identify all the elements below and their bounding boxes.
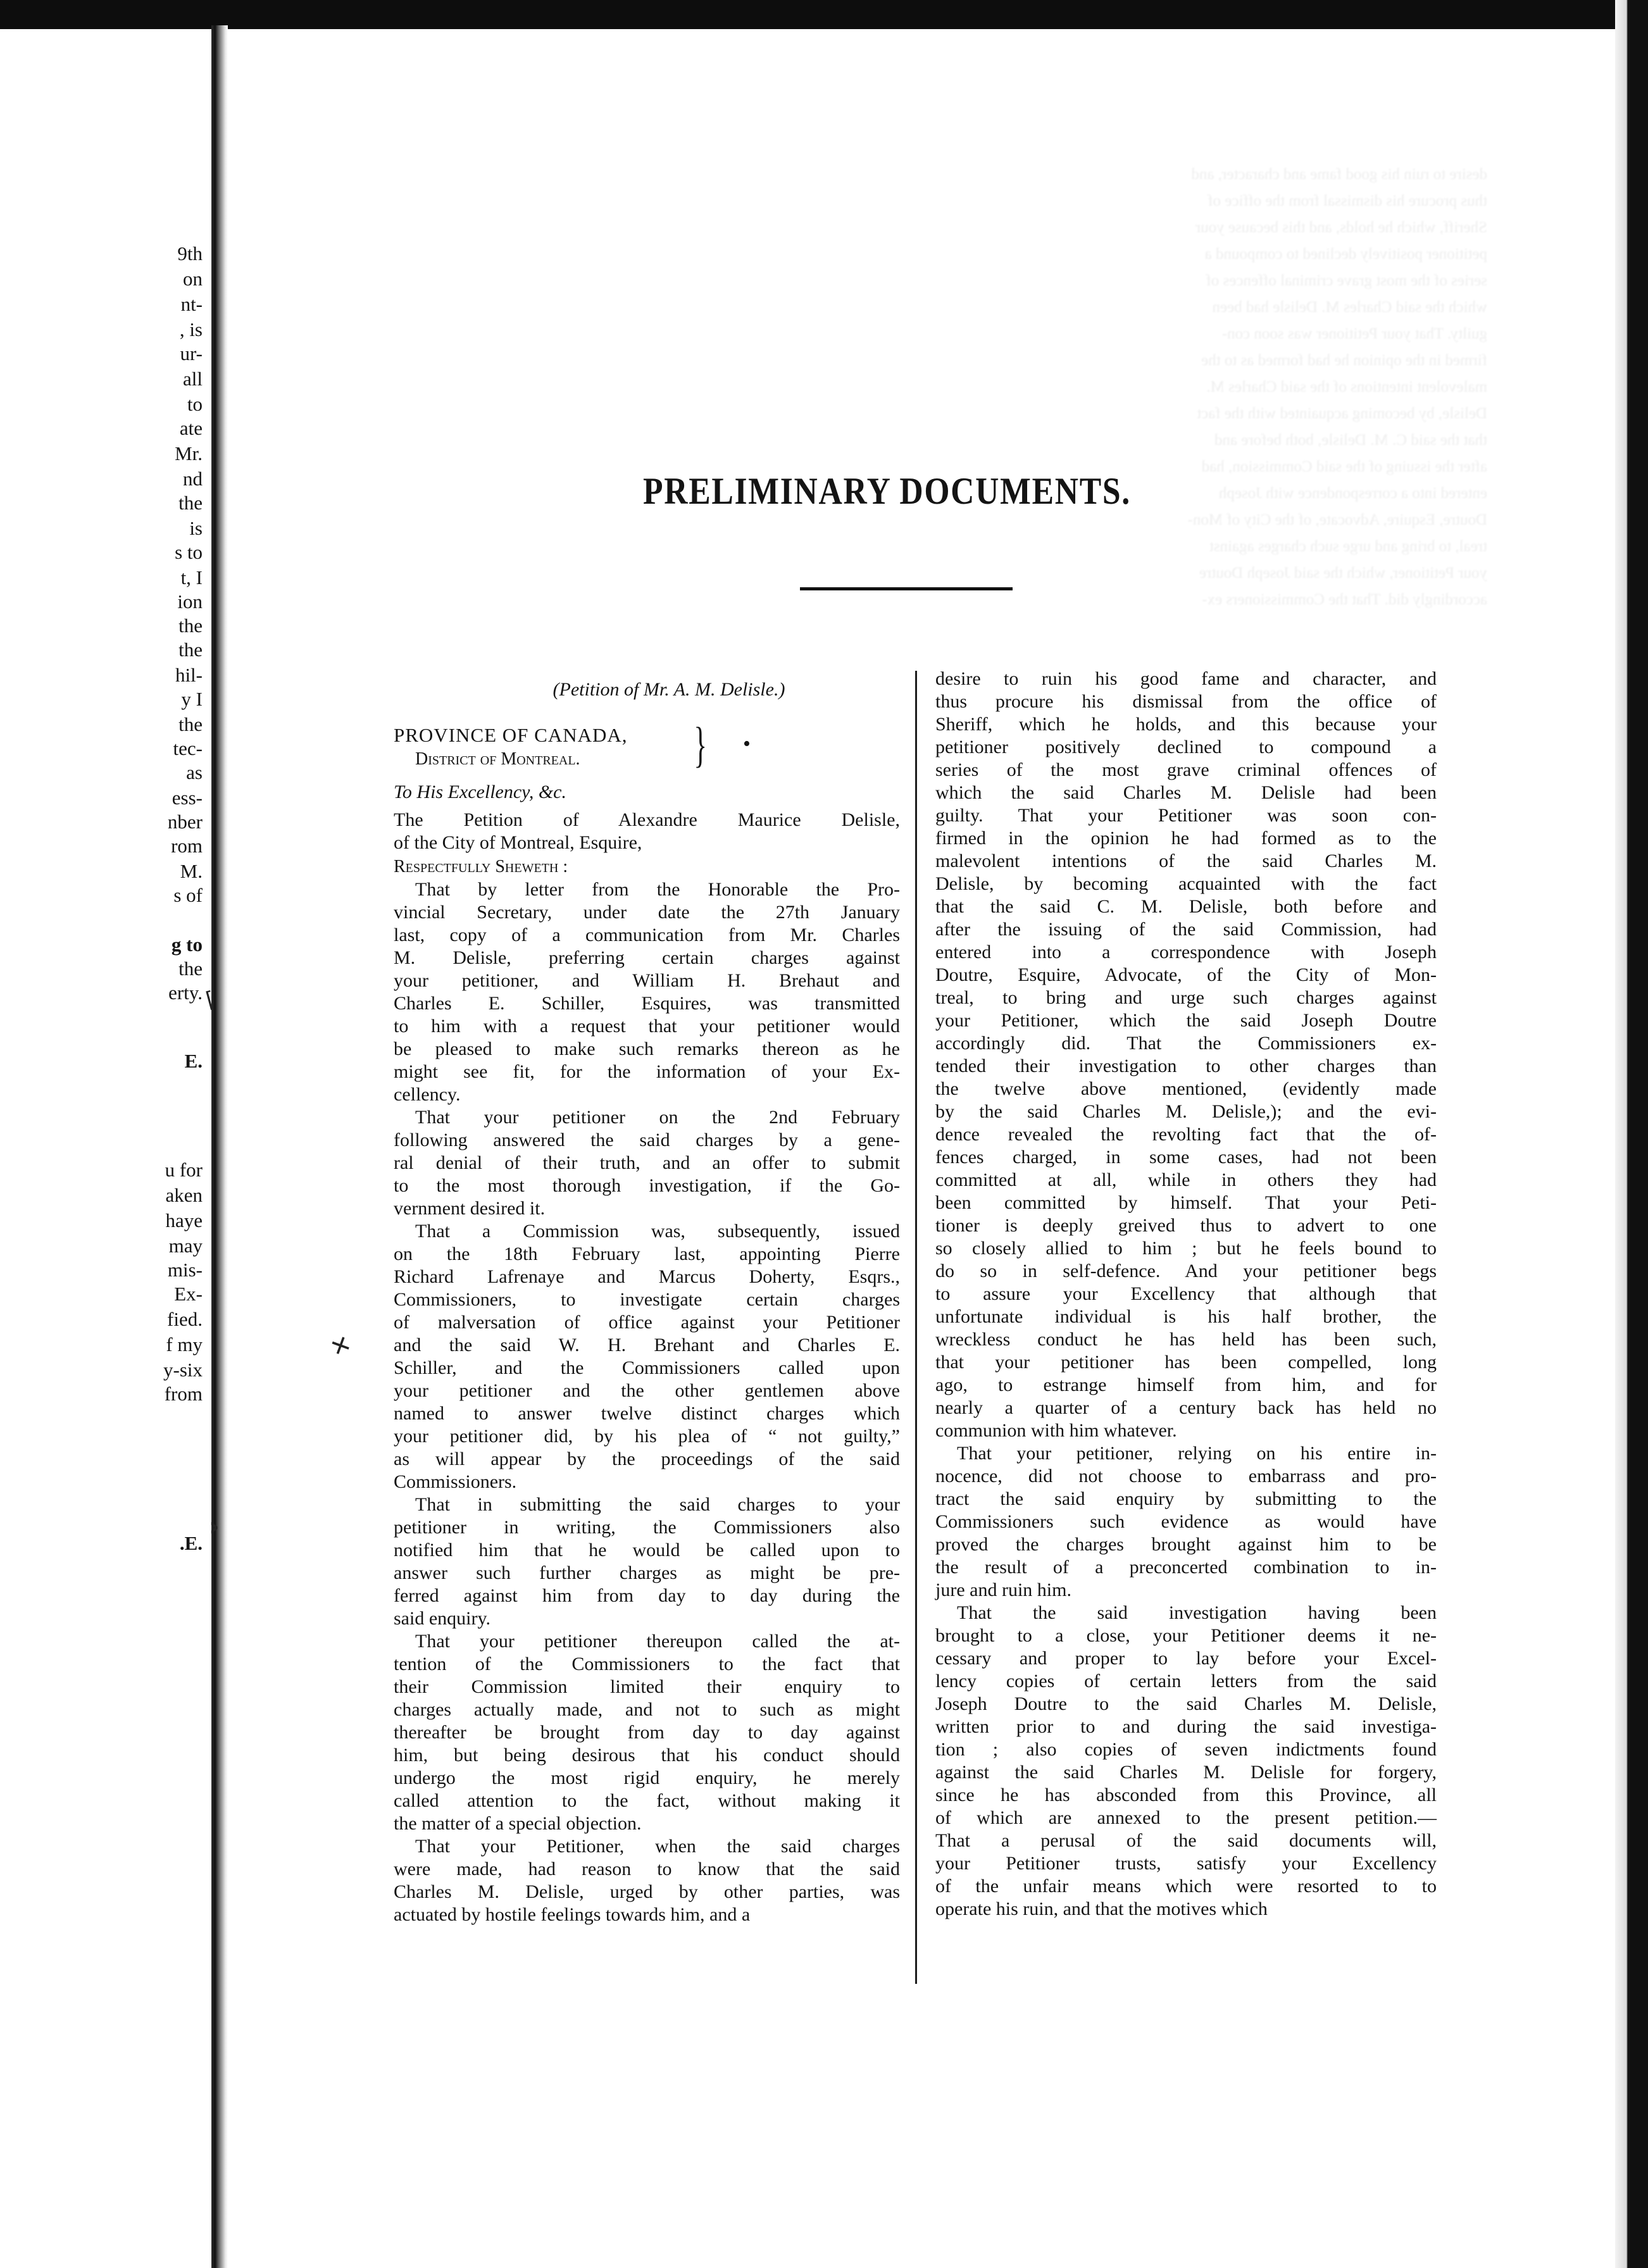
text-line: Joseph Doutre to the said Charles M. Delisle, — [935, 1693, 1437, 1714]
margin-fragment: E. — [184, 1050, 203, 1072]
text-line: named to answer twelve distinct charges which — [394, 1403, 900, 1424]
text-line: him, but being desirous that his conduct should — [394, 1745, 900, 1766]
right-column — [935, 668, 1437, 1921]
bleed-line: series of the most grave criminal offences of — [1206, 272, 1487, 289]
text-line: proved the charges brought against him to be — [935, 1534, 1437, 1555]
bleed-line: Doutre, Esquire, Advocate, of the City of Mon- — [1187, 511, 1487, 528]
text-line: That a Commission was, subsequently, issued — [415, 1221, 900, 1242]
text-line: which the said Charles M. Delisle had been — [935, 782, 1437, 803]
text-line: to assure your Excellency that although that — [935, 1283, 1437, 1304]
district-name: District of Montreal. — [415, 749, 580, 769]
text-line: That by letter from the Honorable the Pro- — [415, 879, 900, 900]
text-line: of malversation of office against your Petitioner — [394, 1312, 900, 1333]
margin-fragment: s to — [175, 541, 203, 563]
text-line: That your petitioner on the 2nd February — [415, 1107, 900, 1128]
margin-fragment: from — [164, 1383, 203, 1405]
bleed-line: petitioner positively declined to compound a — [1204, 246, 1487, 263]
text-line: That in submitting the said charges to your — [415, 1494, 900, 1515]
margin-fragment: the — [178, 614, 203, 637]
text-line: your petitioner did, by his plea of “ not guilty,” — [394, 1426, 900, 1447]
text-line: malevolent intentions of the said Charles M. — [935, 850, 1437, 871]
margin-fragment: all — [183, 368, 203, 390]
margin-fragment: ess- — [172, 787, 203, 809]
text-line: of the unfair means which were resorted to to — [935, 1876, 1437, 1897]
text-line: answer such further charges as might be pre- — [394, 1562, 900, 1583]
text-line: cellency. — [394, 1084, 461, 1105]
text-line: tioner is deeply greived thus to advert to one — [935, 1215, 1437, 1236]
bleed-line: Delisle, by becoming acquainted with the fact — [1197, 405, 1487, 422]
margin-fragment: g to — [171, 933, 203, 956]
text-line: cessary and proper to lay before your Excel- — [935, 1648, 1437, 1669]
text-line: thus procure his dismissal from the office of — [935, 691, 1437, 712]
paragraph — [935, 668, 1437, 1442]
text-line: Richard Lafrenaye and Marcus Doherty, Esqrs., — [394, 1266, 900, 1287]
margin-fragment: y I — [181, 688, 203, 710]
text-line: treal, to bring and urge such charges against — [935, 987, 1437, 1008]
text-line: ago, to estrange himself from him, and for — [935, 1374, 1437, 1395]
margin-fragment: the — [178, 639, 203, 661]
text-line: That the said investigation having been — [957, 1602, 1437, 1623]
margin-fragment: M. — [180, 860, 203, 882]
paragraph — [394, 878, 900, 1106]
text-line: against the said Charles M. Delisle for forgery, — [935, 1762, 1437, 1783]
text-line: last, copy of a communication from Mr. Charles — [394, 925, 900, 945]
text-line: to him with a request that your petitioner would — [394, 1016, 900, 1037]
left-paragraphs — [394, 878, 900, 1926]
text-line: entered into a correspondence with Joseph — [935, 942, 1437, 963]
text-line: desire to ruin his good fame and character, and — [935, 668, 1437, 689]
margin-fragment: f my — [166, 1333, 203, 1355]
text-line: nearly a quarter of a century back has held no — [935, 1397, 1437, 1418]
text-line: actuated by hostile feelings towards him, and a — [394, 1904, 751, 1925]
margin-fragment: is — [189, 517, 203, 539]
paragraph — [394, 1106, 900, 1220]
left-page-margin — [0, 0, 209, 2268]
text-line: Commissioners, to investigate certain charges — [394, 1289, 900, 1310]
bleed-line: which the said Charles M. Delisle had been — [1212, 299, 1487, 316]
salutation: To His Excellency, &c. — [394, 782, 566, 802]
margin-fragment: y-six — [163, 1359, 203, 1381]
text-line: so closely allied to him ; but he feels bound to — [935, 1238, 1437, 1259]
text-line: That a perusal of the said documents will, — [935, 1830, 1437, 1851]
text-line: petitioner in writing, the Commissioners also — [394, 1517, 900, 1538]
text-line: might see fit, for the information of your Ex- — [394, 1061, 900, 1082]
margin-fragment: t, I — [180, 566, 203, 589]
province-name: PROVINCE OF CANADA, — [394, 724, 628, 746]
text-line: fences charged, in some cases, had not been — [935, 1147, 1437, 1168]
bleed-line: entered into a correspondence with Joseph — [1218, 485, 1487, 502]
province-heading — [394, 717, 900, 773]
text-line: firmed in the opinion he had formed as to the — [935, 828, 1437, 849]
margin-mark-hook: ⌈ — [203, 986, 218, 1014]
margin-fragment: rom — [171, 835, 203, 857]
text-line: communion with him whatever. — [935, 1420, 1177, 1441]
paragraph — [394, 1835, 900, 1926]
margin-fragment: s of — [173, 884, 203, 906]
column-divider — [915, 671, 917, 1984]
text-line: Commissioners. — [394, 1471, 517, 1492]
text-line: ferred against him from day to day during the — [394, 1585, 900, 1606]
text-line: vernment desired it. — [394, 1198, 546, 1219]
paragraph — [394, 1630, 900, 1835]
right-paragraphs — [935, 668, 1437, 1921]
margin-fragment: haye — [165, 1209, 203, 1231]
page-title: PRELIMINARY DOCUMENTS. — [643, 470, 1131, 512]
title-rule — [800, 587, 1013, 590]
text-line: unfortunate individual is his half brother, the — [935, 1306, 1437, 1327]
bleed-line: firmed in the opinion he had formed as to the — [1201, 352, 1487, 369]
margin-fragment: ion — [177, 590, 203, 613]
text-line: that your petitioner has been compelled, long — [935, 1352, 1437, 1373]
text-line: the result of a preconcerted combination to in- — [935, 1557, 1437, 1578]
text-line: after the issuing of the said Commission, had — [935, 919, 1437, 940]
bleed-line: desire to ruin his good fame and character, and — [1191, 166, 1487, 183]
paragraph — [394, 1220, 900, 1493]
text-line: vincial Secretary, under date the 27th January — [394, 902, 900, 923]
margin-fragment: tec- — [173, 737, 203, 759]
text-line: series of the most grave criminal offences of — [935, 759, 1437, 780]
margin-fragment: Mr. — [175, 442, 203, 464]
margin-fragment: , is — [179, 318, 203, 340]
margin-fragment: to — [187, 393, 203, 415]
text-line: on the 18th February last, appointing Pierre — [394, 1243, 900, 1264]
margin-fragment: aken — [165, 1184, 203, 1206]
text-line: That your petitioner thereupon called the at- — [415, 1631, 900, 1652]
text-line: accordingly did. That the Commissioners ex- — [935, 1033, 1437, 1054]
paragraph — [394, 1493, 900, 1630]
left-column — [394, 668, 900, 1926]
margin-fragment: hil- — [175, 664, 203, 686]
text-line: the matter of a special objection. — [394, 1813, 642, 1834]
reverse-page-bleed-through — [816, 161, 1487, 617]
bleed-line: guilty. That your Petitioner was soon con- — [1221, 325, 1487, 342]
text-line: tention of the Commissioners to the fact that — [394, 1654, 900, 1674]
margin-fragment: mis- — [167, 1259, 203, 1281]
text-line: Charles M. Delisle, urged by other parties, was — [394, 1881, 900, 1902]
text-line: Charles E. Schiller, Esquires, was transmitted — [394, 993, 900, 1014]
bleed-line: treal, to bring and urge such charges against — [1209, 538, 1487, 555]
text-line: brought to a close, your Petitioner deems it ne- — [935, 1625, 1437, 1646]
text-line: guilty. That your Petitioner was soon con- — [935, 805, 1437, 826]
scan-top-edge — [0, 0, 1648, 29]
text-line: be pleased to make such remarks thereon as he — [394, 1038, 900, 1059]
petition-caption: (Petition of Mr. A. M. Delisle.) — [552, 679, 785, 700]
bleed-line: after the issuing of the said Commission, had — [1201, 458, 1487, 475]
text-line: dence revealed the revolting fact that the of- — [935, 1124, 1437, 1145]
text-line: your petitioner and the other gentlemen above — [394, 1380, 900, 1401]
text-line: the twelve above mentioned, (evidently made — [935, 1078, 1437, 1099]
text-line: Sheriff, which he holds, and this because your — [935, 714, 1437, 735]
text-line: their Commission limited their enquiry to — [394, 1676, 900, 1697]
text-line: operate his ruin, and that the motives which — [935, 1898, 1268, 1919]
text-line: ral denial of their truth, and an offer to submit — [394, 1152, 900, 1173]
text-line: that the said C. M. Delisle, both before and — [935, 896, 1437, 917]
bleed-line: thus procure his dismissal from the office of — [1208, 192, 1487, 209]
margin-fragment: .E. — [179, 1532, 203, 1554]
margin-fragment: ate — [179, 417, 203, 439]
margin-fragment: may — [168, 1235, 203, 1257]
text-line: Commissioners such evidence as would have — [935, 1511, 1437, 1532]
text-line: to the most thorough investigation, if the Go- — [394, 1175, 900, 1196]
text-line: committed at all, while in others they had — [935, 1169, 1437, 1190]
text-line: jure and ruin him. — [935, 1580, 1071, 1600]
margin-fragment: as — [186, 761, 203, 783]
text-line: by the said Charles M. Delisle,); and the evi- — [935, 1101, 1437, 1122]
text-line: following answered the said charges by a gene- — [394, 1130, 900, 1150]
text-line: Doutre, Esquire, Advocate, of the City of Mon- — [935, 964, 1437, 985]
paragraph — [935, 1442, 1437, 1602]
bleed-line: accordingly did. That the Commissioners ex- — [1202, 591, 1487, 608]
text-line: written prior to and during the said investiga- — [935, 1716, 1437, 1737]
margin-fragment: u for — [165, 1159, 203, 1181]
bleed-line: your Petitioner, which the said Joseph Doutre — [1199, 564, 1487, 582]
text-line: petitioner positively declined to compound a — [935, 737, 1437, 757]
text-line: undergo the most rigid enquiry, he merely — [394, 1767, 900, 1788]
text-line: your Petitioner trusts, satisfy your Excellency — [935, 1853, 1437, 1874]
text-line: tended their investigation to other charges than — [935, 1056, 1437, 1076]
bleed-line: Sheriff, which he holds, and this because your — [1195, 219, 1487, 236]
bleed-line: that the said C. M. Delisle, both before and — [1214, 432, 1487, 449]
text-line: tion ; also copies of seven indictments found — [935, 1739, 1437, 1760]
bleed-line: malevolent intentions of the said Charles M. — [1206, 378, 1487, 396]
text-line: since he has absconded from this Province, all — [935, 1785, 1437, 1805]
text-line: do so in self-defence. And your petitioner begs — [935, 1261, 1437, 1281]
text-line: M. Delisle, preferring certain charges against — [394, 947, 900, 968]
margin-fragment: Ex- — [174, 1283, 203, 1305]
text-line: That your Petitioner, when the said charges — [415, 1836, 900, 1857]
text-line: thereafter be brought from day to day against — [394, 1722, 900, 1743]
text-line: of which are annexed to the present petition.— — [935, 1807, 1437, 1828]
paragraph — [935, 1602, 1437, 1921]
book-gutter — [211, 25, 228, 2268]
text-line: lency copies of certain letters from the said — [935, 1671, 1437, 1692]
margin-fragment: 9th — [177, 242, 203, 265]
text-line: said enquiry. — [394, 1608, 491, 1629]
margin-fragment: ur- — [180, 342, 203, 364]
text-line: That your petitioner, relying on his entire in- — [957, 1443, 1437, 1464]
text-line: been committed by himself. That your Peti- — [935, 1192, 1437, 1213]
text-line: as will appear by the proceedings of the said — [394, 1449, 900, 1469]
text-line: wreckless conduct he has held has been such, — [935, 1329, 1437, 1350]
margin-fragment: on — [183, 268, 203, 290]
text-line: were made, had reason to know that the said — [394, 1859, 900, 1879]
text-line: your Petitioner, which the said Joseph Doutre — [935, 1010, 1437, 1031]
margin-fragment: the — [178, 713, 203, 735]
text-line: nocence, did not choose to embarrass and pro- — [935, 1466, 1437, 1486]
text-line: charges actually made, and not to such as might — [394, 1699, 900, 1720]
margin-fragment: nt- — [180, 293, 203, 315]
text-line: your petitioner, and William H. Brehaut and — [394, 970, 900, 991]
text-line: notified him that he would be called upon to — [394, 1540, 900, 1561]
margin-fragment: nber — [167, 811, 203, 833]
margin-fragment: the — [178, 957, 203, 980]
margin-fragment: fied. — [167, 1308, 203, 1330]
dot-mark: • — [743, 732, 751, 756]
scan-right-edge — [1615, 0, 1648, 2268]
text-line: of the City of Montreal, Esquire, — [394, 832, 642, 853]
respectfully-sheweth: Respectfully Sheweth : — [394, 857, 568, 876]
text-line: tract the said enquiry by submitting to the — [935, 1488, 1437, 1509]
margin-mark-cross: + — [324, 1326, 358, 1364]
text-line: and the said W. H. Brehant and Charles E. — [394, 1335, 900, 1355]
text-line: Schiller, and the Commissioners called upon — [394, 1357, 900, 1378]
margin-fragment: the — [178, 492, 203, 514]
text-line: Delisle, by becoming acquainted with the fact — [935, 873, 1437, 894]
margin-fragment: nd — [183, 468, 203, 490]
petition-intro — [394, 809, 900, 854]
margin-mark-tick: › — [209, 1512, 220, 1542]
brace-glyph: } — [694, 717, 708, 772]
margin-fragment: erty. — [168, 981, 203, 1004]
text-line: The Petition of Alexandre Maurice Delisle, — [394, 809, 900, 830]
text-line: called attention to the fact, without making it — [394, 1790, 900, 1811]
